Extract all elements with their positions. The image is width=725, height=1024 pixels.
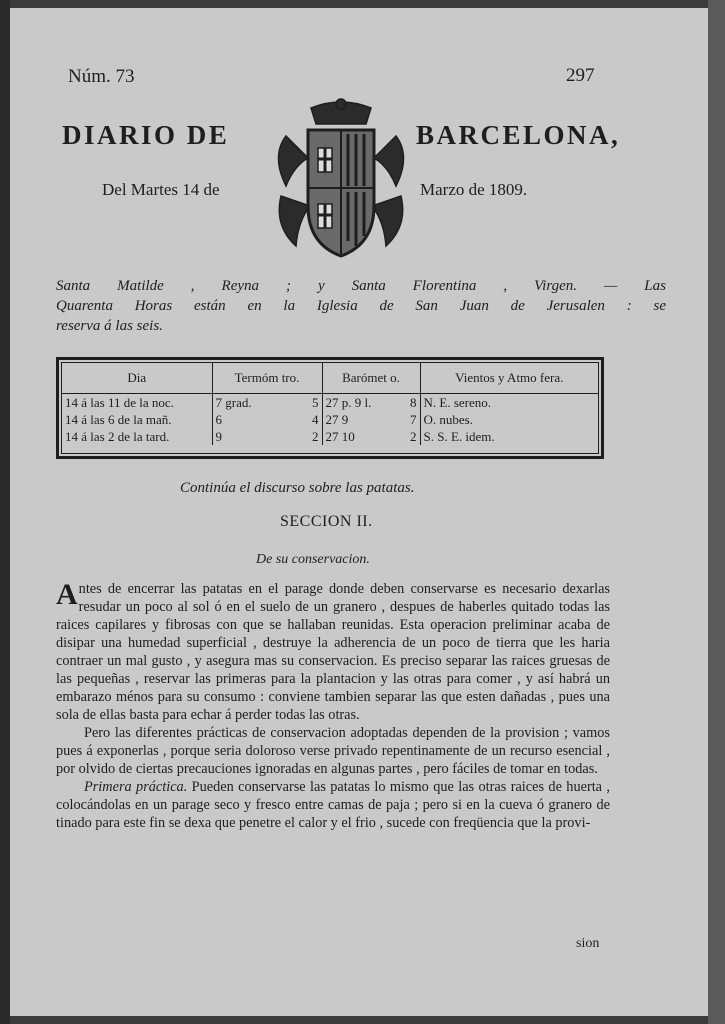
date-line-left: Del Martes 14 de (102, 180, 220, 199)
cell-baro: 27 p. 9 l. 8 (322, 394, 420, 412)
drop-cap: A (56, 578, 78, 611)
cell-baro: 27 10 2 (322, 428, 420, 445)
issue-number: Núm. 73 (68, 66, 135, 87)
table-row (62, 394, 598, 412)
newspaper-page (10, 8, 708, 1016)
weather-table (56, 357, 604, 459)
saints-line-3: reserva á las seis. (56, 318, 163, 334)
cell-term: 7 grad. 5 (212, 394, 322, 412)
book-spine (0, 0, 10, 1024)
paragraph-3: Primera práctica. Pueden conservarse las patatas lo mismo que las otras raices de huerta , colocándolas en un parage seco y fresco entre camas de paja ; pero si en la cueva ó granero de tinado para este fin se dexa que penetre el calor y el frio , sucede con freqüencia que la provi- (56, 779, 610, 831)
cell-dia: 14 á las 2 de la tard. (62, 428, 212, 445)
saints-notice (56, 276, 666, 336)
section-heading: SECCION II. (280, 513, 373, 530)
masthead-title-left: DIARIO DE (62, 120, 230, 150)
catchword: sion (576, 936, 600, 951)
table-row (62, 411, 598, 428)
cell-viento: N. E. sereno. (423, 394, 492, 410)
paragraph-1: Antes de encerrar las patatas en el parage donde deben conservarse es necesario dexarlas resudar un poco al sol ó en el suelo de un granero , despues de haberles quitado todas las raices capilares y fibrosas con que se hallaban reunidas. Esta operacion preliminar acaba de disipar una humedad superficial , destruye la adherencia de un poco de tierra que les haria contraer un mal gusto , y asegura mas su conservacion. Es preciso separar las raices gruesas de las pequeñas , reservar las primeras para la plantacion y las otras para comer , y así habrá un embarazo ménos para su consumo : conviene tambien separar las que esten dañadas , pues una sola de ellas basta para echar á perder todas las otras. (56, 578, 610, 723)
coat-of-arms-icon (266, 96, 416, 261)
continuation-note: Continúa el discurso sobre las patatas. (180, 480, 415, 496)
section-subheading: De su conservacion. (256, 552, 370, 567)
page-number: 297 (566, 65, 595, 86)
table-row (62, 428, 598, 445)
cell-dia: 14 á las 6 de la mañ. (62, 411, 212, 428)
cell-term: 6 4 (212, 411, 322, 428)
date-line-right: Marzo de 1809. (420, 180, 528, 199)
paragraph-3-lead: Primera práctica. (84, 779, 188, 795)
paragraph-2: Pero las diferentes prácticas de conservacion adoptadas dependen de la provision ; vamos pues á exponerlas , porque seria doloroso verse privado repentinamente de un recurso esencial , por olvido de ciertas precauciones ignoradas en algunas partes , pero fáciles de tomar en todas. (56, 725, 610, 777)
header-barometro: Barómet o. (322, 363, 420, 394)
header-dia: Dia (62, 363, 212, 394)
cell-baro: 27 9 7 (322, 411, 420, 428)
cell-viento: S. S. E. idem. (423, 428, 495, 444)
saints-line-2: Quarenta Horas están en la Iglesia de San Juan de Jerusalen : se (56, 298, 666, 314)
header-termometro: Termóm tro. (212, 363, 322, 394)
masthead-title-right: BARCELONA, (416, 120, 621, 150)
page-edge (708, 0, 725, 1024)
cell-dia: 14 á las 11 de la noc. (62, 394, 212, 412)
article-body (56, 580, 610, 832)
cell-term: 9 2 (212, 428, 322, 445)
cell-viento: O. nubes. (423, 411, 473, 427)
saints-line-1: Santa Matilde , Reyna ; y Santa Florentina , Virgen. — Las (56, 278, 666, 294)
header-vientos: Vientos y Atmo fera. (420, 363, 598, 394)
